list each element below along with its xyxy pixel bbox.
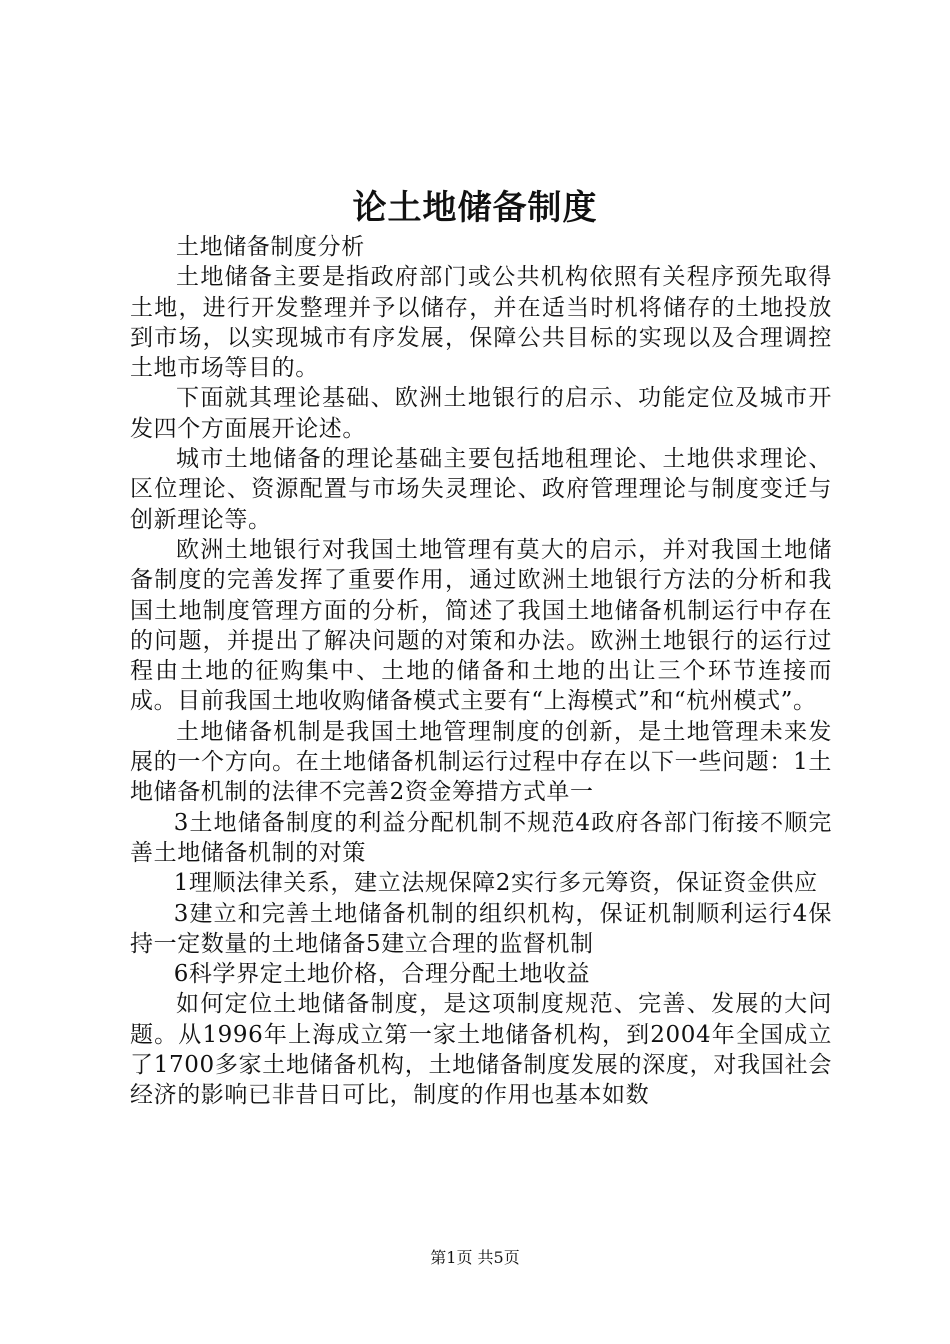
list-item: 6科学界定土地价格，合理分配土地收益 — [173, 961, 591, 988]
paragraph: 土地储备主要是指政府部门或公共机构依照有关程序预先取得土地，进行开发整理并予以储存，并在适当时机将储存的土地投放到市场，以实现城市有序发展，保障公共目标的实现以及合理调控土地市场等目的。 — [130, 264, 832, 382]
document-title: 论土地储备制度 — [352, 188, 598, 228]
paragraph: 如何定位土地储备制度，是这项制度规范、完善、发展的大问题。从1996年上海成立第一家土地储备机构，到2004年全国成立了1700多家土地储备机构，土地储备制度发展的深度，对我国社会经济的影响已非昔日可比，制度的作用也基本如数 — [130, 991, 832, 1109]
list-item: 3土地储备制度的利益分配机制不规范4政府各部门衔接不顺完善土地储备机制的对策 — [130, 809, 832, 866]
document-body — [130, 232, 832, 1111]
list-item: 3建立和完善土地储备机制的组织机构，保证机制顺利运行4保持一定数量的土地储备5建立合理的监督机制 — [130, 900, 832, 957]
paragraph-heading: 土地储备制度分析 — [176, 234, 365, 260]
paragraph: 土地储备机制是我国土地管理制度的创新，是土地管理未来发展的一个方向。在土地储备机制运行过程中存在以下一些问题：1土地储备机制的法律不完善2资金筹措方式单一 — [130, 718, 832, 806]
paragraph: 欧洲土地银行对我国土地管理有莫大的启示，并对我国土地储备制度的完善发挥了重要作用，通过欧洲土地银行方法的分析和我国土地制度管理方面的分析，简述了我国土地储备机制运行中存在的问题，并提出了解决问题的对策和办法。欧洲土地银行的运行过程由土地的征购集中、土地的储备和土地的出让三个环节连接而成。目前我国土地收购储备模式主要有“上海模式”和“杭州模式”。 — [130, 536, 832, 715]
paragraph: 城市土地储备的理论基础主要包括地租理论、土地供求理论、区位理论、资源配置与市场失灵理论、政府管理理论与制度变迁与创新理论等。 — [130, 446, 832, 533]
list-item: 1理顺法律关系，建立法规保障2实行多元筹资，保证资金供应 — [173, 870, 818, 897]
paragraph: 下面就其理论基础、欧洲土地银行的启示、功能定位及城市开发四个方面展开论述。 — [130, 385, 832, 442]
page-footer: 第1页 共5页 — [430, 1248, 520, 1267]
